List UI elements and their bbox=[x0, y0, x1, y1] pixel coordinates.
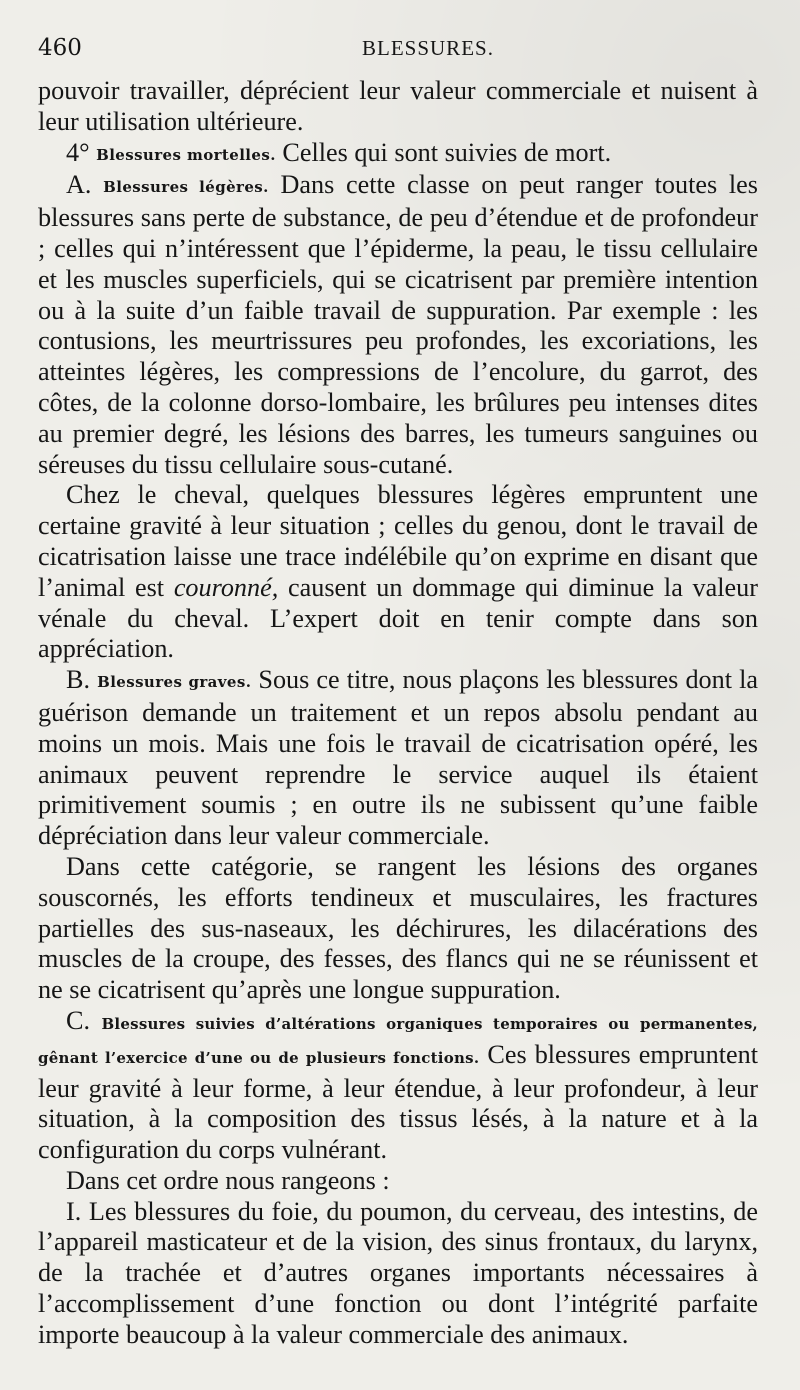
section-label: 4° bbox=[66, 137, 97, 167]
paragraph-mortal-wounds bbox=[38, 138, 758, 171]
paragraph-text: Dans cette classe on peut ranger toutes les blessures sans perte de substance, de peu d’étendue et de profondeur ; celles qui n’intéressent que l’épiderme, la peau, le tissu cellulaire et les muscles superficiels, qui se cicatrisent par première intention ou à la suite d’un faible travail de suppuration. Par exemple : les contusions, les meurtrissures peu profondes, les excoriations, les atteintes légères, les compressions de l’encolure, du garrot, des côtes, de la colonne dorso-lombaire, les brûlures peu intenses dites au premier degré, les lésions des barres, les tumeurs sanguines ou séreuses du tissu cellulaire sous-cutané. bbox=[38, 170, 758, 479]
running-head: BLESSURES. bbox=[362, 36, 494, 60]
section-label: A. bbox=[66, 170, 104, 200]
section-heading: Blessures légères. bbox=[103, 178, 269, 197]
section-heading: Blessures graves. bbox=[97, 673, 252, 692]
body-text bbox=[38, 76, 758, 1359]
bottom-spacer bbox=[38, 1351, 758, 1359]
paragraph-horse-example bbox=[38, 480, 758, 665]
paragraph-list-item-1: I. Les blessures du foie, du poumon, du cerveau, des intestins, de l’appareil masticateur et de la vision, des sinus frontaux, du larynx, de la trachée et d’autres organes importants nécessaires à l’accomplissement d’une fonction ou dont l’intégrité parfaite importe beaucoup à la valeur commerciale des animaux. bbox=[38, 1196, 758, 1349]
paragraph-continuation: pouvoir travailler, déprécient leur valeur commerciale et nuisent à leur utilisation ultérieure. bbox=[38, 76, 758, 136]
italic-term: couronné, bbox=[173, 572, 279, 602]
page-number: 460 bbox=[38, 35, 82, 61]
paragraph-text: causent un dommage qui diminue la valeur vénale du cheval. L’expert doit en tenir compte dans son appréciation. bbox=[38, 572, 758, 664]
section-heading: Blessures mortelles. bbox=[96, 145, 276, 164]
paragraph-light-wounds bbox=[38, 170, 758, 480]
paragraph-order: Dans cet ordre nous rangeons : bbox=[66, 1165, 390, 1195]
paragraph-category: Dans cette catégorie, se rangent les lésions des organes souscornés, les efforts tendineux et musculaires, les fractures partielles des sus-naseaux, les déchirures, les dilacérations des muscles de la croupe, des fesses, des flancs qui ne se réunissent et ne se cicatrisent qu’après une longue suppuration. bbox=[38, 851, 758, 1005]
paragraph-serious-wounds bbox=[38, 665, 758, 852]
paragraph-text: Celles qui sont suivies de mort. bbox=[275, 137, 612, 167]
paragraph-text: Ces blessures empruntent leur gravité à leur forme, à leur étendue, à leur profondeur, à leur situation, à la composition des tissus lésés, à la nature et à la configuration du corps vulnérant. bbox=[38, 1039, 758, 1165]
section-heading: Blessures suivies d’altérations organiques temporaires ou permanentes, gênant l’exercice d’une ou de plusieurs fonctions. bbox=[38, 1014, 759, 1067]
paragraph-text: Sous ce titre, nous plaçons les blessures dont la guérison demande un traitement et un repos absolu pendant au moins un mois. Mais une fois le travail de cicatrisation opéré, les animaux peuvent reprendre le service auquel ils étaient primitivement soumis ; en outre ils ne subissent qu’une faible dépréciation dans leur valeur commerciale. bbox=[38, 665, 758, 851]
section-label: B. bbox=[66, 665, 98, 695]
page-header bbox=[38, 28, 766, 68]
paragraph-text: Chez le cheval, quelques blessures légères empruntent une certaine gravité à leur situation ; celles du genou, dont le travail de cicatrisation laisse une trace indélébile qu’on exprime en disant que l’animal est bbox=[38, 480, 758, 602]
paragraph-organic-alterations bbox=[38, 1006, 758, 1166]
section-label: C. bbox=[66, 1005, 102, 1035]
